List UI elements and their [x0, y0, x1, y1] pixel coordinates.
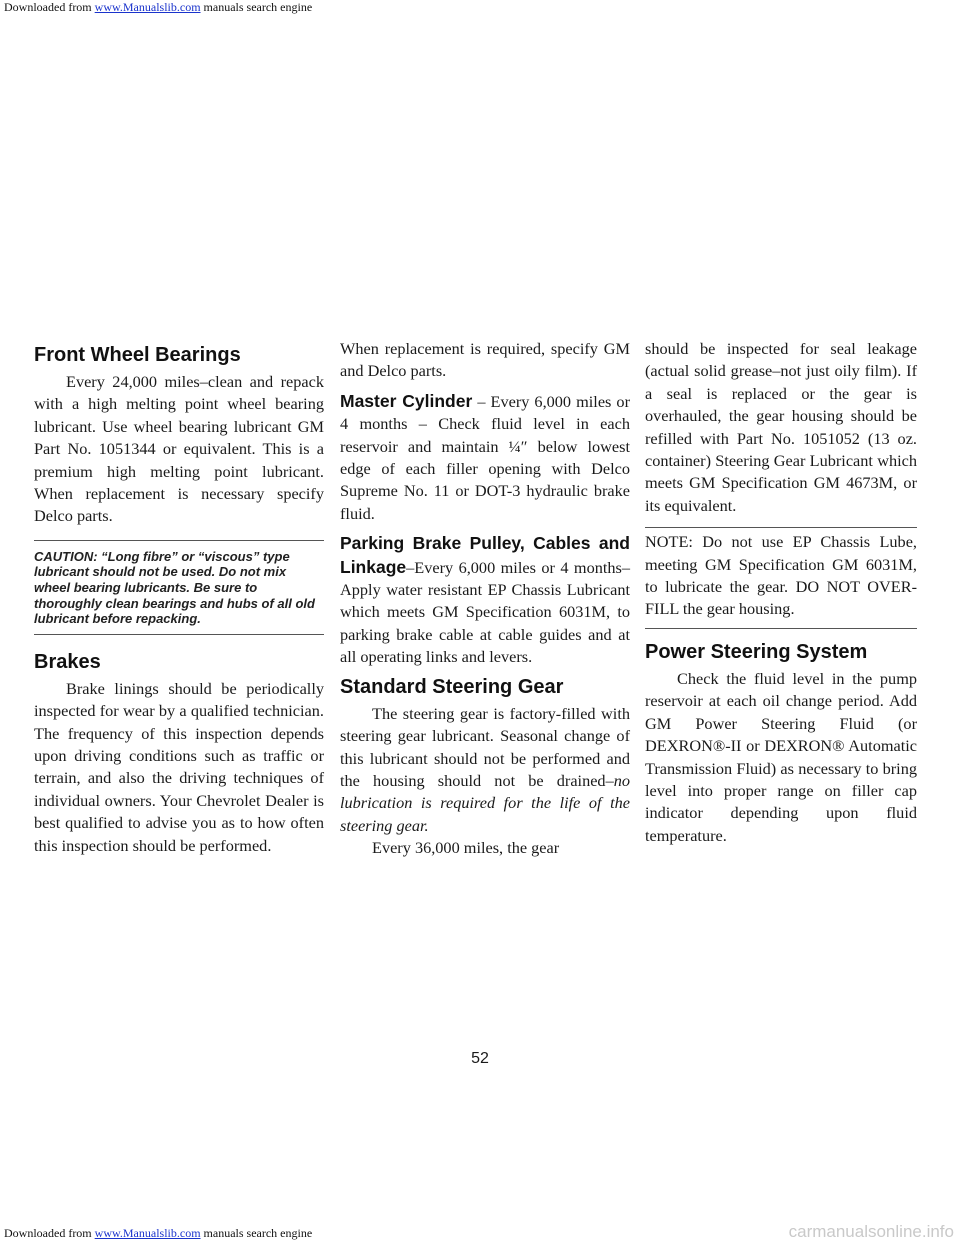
manualslib-link[interactable]: www.Manualslib.com [94, 0, 201, 14]
watermark: carmanualsonline.info [788, 1222, 954, 1241]
heading-power-steering-system: Power Steering System [645, 640, 868, 663]
master-cylinder-lead: Master Cylinder [340, 390, 473, 411]
heading-standard-steering-gear: Standard Steering Gear [340, 675, 564, 698]
manualslib-footer-link[interactable]: www.Manualslib.com [94, 1226, 201, 1240]
front-wheel-bearings-text: Every 24,000 miles–clean and repack with a high melting point wheel bearing lubricant. Use wheel bearing lubricant GM Part No. 1051344 or equivalent. This is a premium high melting point lubricant. When replacement is necessary specify Delco parts. [34, 372, 324, 526]
heading-brakes: Brakes [34, 650, 101, 673]
steering-gear-paragraph [340, 703, 630, 837]
parking-brake-paragraph [340, 532, 630, 668]
footer-suffix: manuals search engine [200, 1226, 313, 1240]
header-prefix: Downloaded from [4, 0, 95, 14]
replacement-text: When replacement is required, specify GM and Delco parts. [340, 339, 630, 381]
note-box: NOTE: Do not use EP Chassis Lube, meeting GM Specification GM 6031M, to lubricate the gear. DO NOT OVER-FILL the gear housing. [645, 527, 917, 629]
brakes-text: Brake linings should be periodically inspected for wear by a qualified technician. The frequency of this inspection depends upon driving conditions such as traffic or terrain, and also the driving techniques of individual owners. Your Chevrolet Dealer is best qualified to advise you as to how often this inspection should be performed. [34, 678, 324, 855]
steering-gear-italic: no lubrication is required for the life of the steering gear. [340, 770, 630, 835]
steering-gear-text: The steering gear is factory-filled with steering gear lubricant. Seasonal change of this lubricant should not be performed and the housing should not be drained– [340, 703, 630, 790]
parking-brake-lead: Parking Brake Pulley, Cables and Linkage [340, 533, 630, 577]
header-suffix: manuals search engine [200, 0, 313, 14]
caution-box: CAUTION: “Long fibre” or “viscous” type lubricant should not be used. Do not mix wheel bearing lubricants. Be sure to thoroughly clean bearings and hubs of all old lubricant before repacking. [34, 540, 324, 635]
master-cylinder-paragraph [340, 390, 630, 525]
column-middle [340, 338, 630, 860]
master-cylinder-text: – Every 6,000 miles or 4 months – Check fluid level in each reservoir and maintain ¼″ below lowest edge of each filler opening with Delco Supreme No. 11 or DOT-3 hydraulic brake fluid. [340, 391, 630, 523]
footer-prefix: Downloaded from [4, 1226, 95, 1240]
page-number: 52 [471, 1050, 489, 1067]
power-steering-text: Check the fluid level in the pump reservoir at each oil change period. Add GM Power Steering Fluid (or DEXRON®-II or DEXRON® Automatic Transmission Fluid) as necessary to bring level into proper range on filler cap indicator depending upon fluid temperature. [645, 668, 917, 845]
steering-gear-interval: Every 36,000 miles, the gear [372, 838, 560, 858]
column-right [645, 338, 917, 847]
download-header [4, 0, 960, 15]
seal-inspection-text: should be inspected for seal leakage (actual solid grease–not just oily film). If a seal is replaced or the gear is overhauled, the gear housing should be refilled with Part No. 1051052 (13 oz. container) Steering Gear Lubricant which meets GM Specification GM 4673M, or its equivalent. [645, 339, 917, 515]
column-left [34, 344, 324, 857]
heading-front-wheel-bearings: Front Wheel Bearings [34, 344, 241, 366]
parking-brake-text: –Every 6,000 miles or 4 months–Apply water resistant EP Chassis Lubricant which meets GM Specification 6031M, to parking brake cable at cable guides and at all operating links and levers. [340, 557, 630, 667]
